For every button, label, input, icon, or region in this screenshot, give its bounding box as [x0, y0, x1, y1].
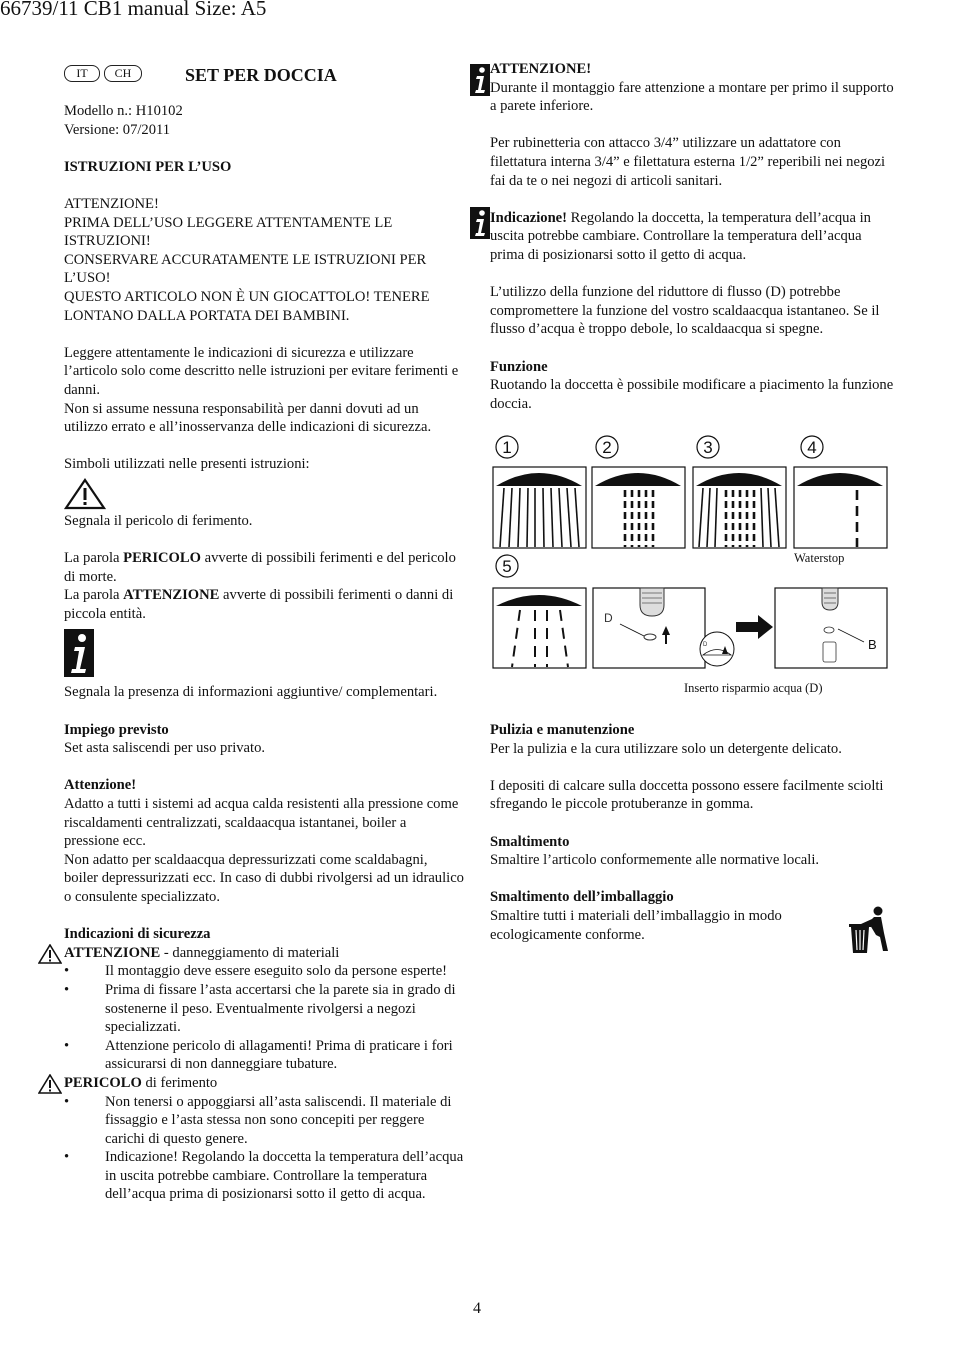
- version: Versione: 07/2011: [64, 121, 171, 138]
- list-item: • Prima di fissare l’asta accertarsi che la parete sia in grado di sostenerne il peso. Eventualmente rivolgersi a negozi specializzati.: [64, 981, 464, 1037]
- temperature-note: Indicazione! Regolando la doccetta, la temperatura dell’acqua in uscita potrebbe cambiare. Controllare la temperatura dell’acqua prima di posizionarsi sotto il getto di acqua.: [490, 209, 871, 263]
- packaging-disposal-text: Smaltire tutti i materiali dell’imballaggio in modo ecologicamente conforme.: [490, 907, 782, 943]
- attention-text-2: Non adatto per scaldaacqua depressurizzati come scaldabagni, boiler depressurizzati ecc. In caso di dubbi rivolgersi ad un idraulico o consulente specializzato.: [64, 851, 464, 905]
- list-item: • Il montaggio deve essere eseguito solo da persone esperte!: [64, 962, 464, 981]
- list-item: • Indicazione! Regolando la doccetta la temperatura dell’acqua in uscita potrebbe cambiare. Controllare la temperatura dell’acqua prima di posizionarsi sotto il getto di acqua.: [64, 1148, 464, 1204]
- liability-paragraph: Non si assume nessuna responsabilità per danni dovuti ad un utilizzo errato e all’inosservanza delle indicazioni di sicurezza.: [64, 400, 432, 436]
- info-icon: [470, 64, 490, 96]
- mode-number-3: 3: [703, 438, 713, 457]
- spray-mode-3-panel: [693, 467, 786, 548]
- warning-line-4: QUESTO ARTICOLO NON È UN GIOCATTOLO! TENERE LONTANO DALLA PORTATA DEI BAMBINI.: [64, 288, 430, 324]
- disposal-text: Smaltire l’articolo conformemente alle normative locali.: [490, 852, 820, 869]
- cleaning-text-1: Per la pulizia e la cura utilizzare solo un detergente delicato.: [490, 740, 842, 757]
- spray-mode-2-panel: [592, 467, 685, 548]
- mode-number-1: 1: [502, 438, 512, 457]
- cleaning-text-2: I depositi di calcare sulla doccetta possono essere facilmente sciolti sfregando le piccole protuberanze in gomma.: [490, 777, 884, 813]
- badge-ch: CH: [104, 65, 142, 82]
- warning-line-3: CONSERVARE ACCURATAMENTE LE ISTRUZIONI PER L’USO!: [64, 251, 427, 287]
- safety-injury: PERICOLO di ferimento: [64, 1074, 464, 1093]
- attention-text-1: Adatto a tutti i sistemi ad acqua calda resistenti alla pressione come riscaldamenti centralizzati, scaldaacqua istantanei, boiler a pressione ecc.: [64, 796, 459, 850]
- insert-installed-panel: [775, 588, 887, 668]
- info-symbol-text: Segnala la presenza di informazioni aggiuntive/ complementari.: [64, 684, 438, 701]
- warning-line-2: PRIMA DELL’USO LEGGERE ATTENTAMENTE LE ISTRUZIONI!: [64, 214, 393, 250]
- intended-use-heading: Impiego previsto: [64, 721, 169, 738]
- flow-reducer-insert-panel: [593, 588, 734, 668]
- badge-it: IT: [64, 65, 100, 82]
- page-number: 4: [473, 1300, 481, 1317]
- info-icon: [470, 207, 490, 239]
- info-icon: [64, 629, 94, 677]
- list-item: • Attenzione pericolo di allagamenti! Prima di praticare i fori assicurarsi di non danneggiare tubature.: [64, 1037, 464, 1074]
- flow-reducer-text: L’utilizzo della funzione del riduttore di flusso (D) potrebbe compromettere la funzione del vostro scaldaacqua istantaneo. Se il flusso d’acqua è troppo debole, lo scaldaacqua si spegne.: [490, 284, 880, 338]
- attention-heading: Attenzione!: [64, 777, 137, 794]
- disposal-heading: Smaltimento: [490, 833, 570, 850]
- word-attenzione-note: La parola ATTENZIONE avverte di possibili ferimenti o danni di piccola entità.: [64, 587, 454, 622]
- insert-caption: Inserto risparmio acqua (D): [684, 681, 823, 695]
- symbols-intro: Simboli utilizzati nelle presenti istruzioni:: [64, 456, 310, 473]
- warning-triangle-icon: [38, 944, 62, 964]
- spray-mode-5-panel: [493, 588, 586, 668]
- left-column: [64, 102, 464, 1204]
- spray-mode-4-panel: [794, 467, 887, 548]
- mounting-attention-heading: ATTENZIONE!: [490, 61, 592, 77]
- warning-triangle-icon: [38, 1074, 62, 1094]
- safety-heading: Indicazioni di sicurezza: [64, 926, 211, 943]
- document-header: 66739/11 CB1 manual Size: A5: [0, 0, 267, 20]
- insert-zoom-label-d: D: [703, 642, 708, 648]
- recycle-bin-person-icon: [848, 905, 890, 955]
- function-heading: Funzione: [490, 358, 548, 375]
- waterstop-label: Waterstop: [794, 551, 845, 565]
- part-label-b: B: [868, 637, 877, 652]
- mode-number-4: 4: [807, 438, 817, 457]
- spray-mode-1-panel: [493, 467, 586, 548]
- temperature-note-block: [490, 209, 895, 265]
- list-item: • Non tenersi o appoggiarsi all’asta saliscendi. Il materiale di fissaggio e l’asta stessa non sono concepiti per reggere carichi di questo genere.: [64, 1093, 464, 1149]
- safety-material-damage: ATTENZIONE - danneggiamento di materiali: [64, 944, 464, 963]
- warning-triangle-icon: [64, 478, 106, 510]
- function-text: Ruotando la doccetta è possibile modificare a piacimento la funzione doccia.: [490, 377, 894, 412]
- injury-list: [64, 1093, 464, 1205]
- material-damage-list: [64, 962, 464, 1074]
- model-number: Modello n.: H10102: [64, 103, 183, 119]
- mounting-attention-block: [490, 60, 895, 116]
- right-lower-column: [490, 721, 895, 944]
- read-carefully-paragraph: Leggere attentamente le indicazioni di sicurezza e utilizzare l’articolo solo come descritto nelle istruzioni per evitare ferimenti e danni.: [64, 344, 459, 398]
- packaging-disposal-heading: Smaltimento dell’imballaggio: [490, 889, 674, 906]
- word-pericolo-note: La parola PERICOLO avverte di possibili ferimenti e del pericolo di morte.: [64, 550, 456, 585]
- insert-label-d: D: [604, 611, 613, 625]
- mounting-attention-text: Durante il montaggio fare attenzione a montare per primo il supporto a parete inferiore.: [490, 79, 894, 115]
- instructions-heading: ISTRUZIONI PER L’USO: [64, 158, 232, 175]
- right-column: [490, 60, 895, 413]
- mode-number-2: 2: [602, 438, 612, 457]
- page-title: SET PER DOCCIA: [185, 65, 337, 85]
- arrow-right-icon: [736, 615, 773, 639]
- cleaning-heading: Pulizia e manutenzione: [490, 722, 635, 738]
- spray-modes-figure: [490, 430, 900, 700]
- warning-line-1: ATTENZIONE!: [64, 195, 159, 212]
- intended-use-text: Set asta saliscendi per uso privato.: [64, 740, 266, 757]
- danger-symbol-text: Segnala il pericolo di ferimento.: [64, 512, 253, 529]
- adapter-text: Per rubinetteria con attacco 3/4” utilizzare un adattatore con filettatura interna 3/4” e filettatura esterna 1/2” reperibili nei negozi fai da te o nei negozi di articoli sanitari.: [490, 135, 886, 189]
- mode-number-5: 5: [502, 557, 512, 576]
